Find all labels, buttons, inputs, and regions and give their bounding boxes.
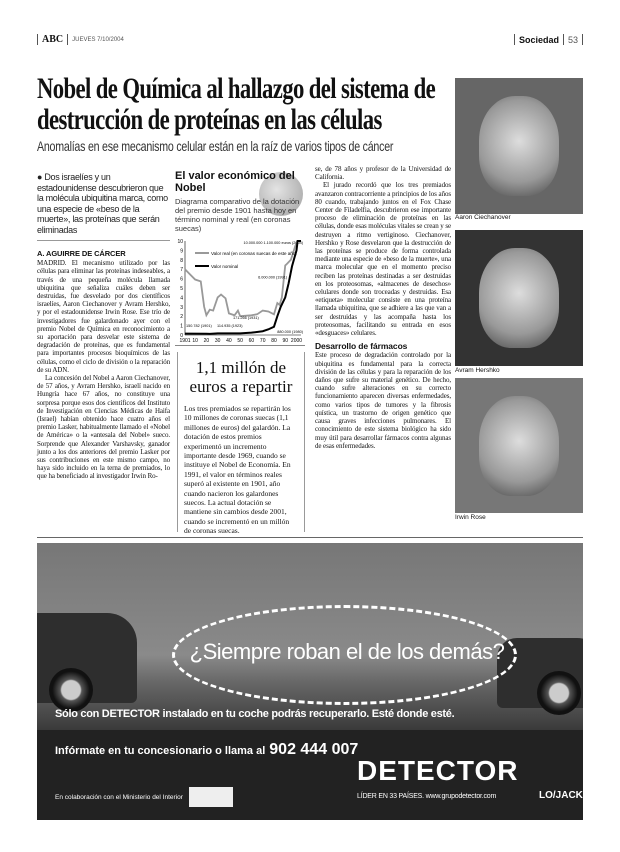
nobel-value-chart bbox=[175, 170, 305, 346]
header-right bbox=[514, 34, 583, 45]
section-name: Sociedad bbox=[518, 34, 559, 45]
subheadline: Anomalías en ese mecanismo celular están en la raíz de varios tipos de cáncer bbox=[37, 138, 394, 154]
y-tick-label: 0 bbox=[180, 333, 183, 339]
article-column-3 bbox=[315, 165, 451, 450]
wheel bbox=[537, 671, 581, 715]
headline: Nobel de Química al hallazgo del sistema de destrucción de proteínas en las células bbox=[37, 73, 436, 136]
detector-logo: DETECTOR bbox=[357, 755, 519, 786]
photo-caption: Aaron Ciechanover bbox=[455, 214, 511, 221]
sidebar-text: Los tres premiados se repartirán los 10 millones de coronas suecas (1,1 millones de euros) del galardón. La dotación de estos premios experimentó un incremento importante desde 1969, cuando se instituye el Nobel de Economía. En 1991, el valor en términos reales superó al existente en 1901, año cuando nacieron los galardones suecos. La actual dotación se mantiene sin cambios desde 2001, cuando se incrementó en un millón de coronas suecas. bbox=[184, 404, 291, 536]
photo-rose bbox=[455, 378, 583, 513]
x-tick-label: 30 bbox=[214, 338, 221, 344]
header-left bbox=[37, 34, 124, 45]
phone-number: 902 444 007 bbox=[269, 741, 359, 758]
chart-annotation: 10.000.000 1.100.000 euros (2004) bbox=[243, 241, 303, 245]
x-tick-label: 90 bbox=[282, 338, 289, 344]
date: JUEVES 7/10/2004 bbox=[72, 36, 124, 43]
chart-annotation: 171.266 (1931) bbox=[233, 316, 259, 320]
contact-text: Infórmate en tu concesionario o llama al bbox=[55, 745, 266, 757]
article-column-1 bbox=[37, 250, 170, 481]
collab-text: En colaboración con el Ministerio del Interior bbox=[55, 793, 183, 801]
ad-tagline: Sólo con DETECTOR instalado en tu coche podrás recuperarlo. Esté donde esté. bbox=[55, 708, 455, 720]
ministry-logo bbox=[189, 787, 233, 807]
wheel bbox=[49, 668, 93, 712]
page-number: 53 bbox=[567, 34, 578, 45]
ad-photo bbox=[37, 543, 583, 730]
y-tick-label: 10 bbox=[177, 239, 183, 245]
detector-advertisement[interactable] bbox=[37, 543, 583, 820]
x-tick-label: 50 bbox=[237, 338, 243, 344]
photo-caption: Avram Hershko bbox=[455, 367, 500, 374]
x-tick-label: 20 bbox=[203, 338, 210, 344]
x-tick-label: 2000 bbox=[290, 338, 303, 344]
chart-plot bbox=[175, 237, 305, 345]
paragraph: Este proceso de degradación controlado por la ubiquitina es fundamental para la correcta división de las células y para la reparación de los daños que sufre su material genético. De hecho, cuando sufre alteraciones en su correcto funcionamiento aparecen diversas enfermedades, como varios tipos de tumores y la fibrosis quística, un trastorno de origen genético que causa graves infecciones pulmonares. El conocimiento de este sistema biológico ha sido muy útil para desarrollar fármacos contra algunas de esas enfermedades. bbox=[315, 351, 451, 450]
photo-caption: Irwin Rose bbox=[455, 514, 486, 521]
y-tick-label: 3 bbox=[180, 304, 183, 311]
paper-name: ABC bbox=[42, 34, 64, 45]
y-tick-label: 9 bbox=[180, 248, 183, 255]
legend-label: Valor nominal bbox=[211, 264, 239, 269]
sidebar-title: 1,1 millón de euros a repartir bbox=[189, 358, 293, 396]
y-tick-label: 2 bbox=[180, 314, 183, 321]
x-tick-label: 40 bbox=[226, 338, 232, 344]
y-tick-label: 4 bbox=[180, 295, 183, 302]
chart-annotation: 6.000.000 (1991) bbox=[258, 275, 287, 280]
x-tick-label: 60 bbox=[248, 338, 255, 344]
chart-annotation: 150.782 (1901) bbox=[186, 324, 212, 328]
sidebar-box bbox=[177, 352, 305, 536]
chart-annotation: 880.000 (1980) bbox=[277, 330, 303, 334]
paragraph: MADRID. El mecanismo utilizado por las células para eliminar las proteínas indeseables, a través de una pequeña molécula llamada ubiquitina que señaliza cuáles deben ser destruidas, fue desvelado por dos científicos israelíes, Aaron Ciechanover y Avram Hershko, y por el estadounidense Irwin Rose. Ese trío de investigadores fue galardonado ayer con el premio Nobel de Química en reconocimiento a su aportación para desvelar este sistema de degradación de proteínas, que es fundamental para importantes procesos bioquímicos de las células, como el ciclo de división o la reparación de su ADN. bbox=[37, 259, 170, 374]
ad-question: ¿Siempre roban el de los demás? bbox=[189, 639, 505, 664]
ad-collab bbox=[55, 787, 233, 807]
paragraph: La concesión del Nobel a Aaron Ciechanover, de 57 años, y Avram Hershko, israelí nacido en Hungría hace 67 años, no constituye una sorpresa porque esos dos científicos del Instituto de Investigación en Ciencias Médicas de Haifa (Israel) habían obtenido hace cuatro años el premio Lasker, habitualmente llamado el «Nobel de América» o la «antesala del Nobel» sueco. Sorprende que Alexander Varshavsky, ganador junto a los dos anteriores del premio Lasker por sus contribuciones en este mismo campo, no haya sido incluido en la terna de premiados, lo que ha beneficiado al investigador Irwin Ro- bbox=[37, 374, 170, 481]
divider bbox=[37, 537, 583, 538]
chart-title: El valor económico del Nobel bbox=[175, 170, 295, 194]
lojack-logo: LO/JACK bbox=[539, 790, 583, 801]
y-tick-label: 7 bbox=[180, 267, 183, 274]
section-subhead: Desarrollo de fármacos bbox=[315, 341, 408, 352]
legend-label: Valor real (en coronas suecas de este año) bbox=[211, 251, 297, 256]
ad-footer-text: LÍDER EN 33 PAÍSES. www.grupodetector.com bbox=[357, 793, 497, 800]
photo-ciechanover bbox=[455, 78, 583, 214]
x-tick-label: 1901 bbox=[179, 338, 191, 344]
x-tick-label: 70 bbox=[259, 338, 266, 344]
byline: A. AGUIRRE DE CÁRCER bbox=[37, 249, 126, 258]
chart-annotation: 114.935 (1923) bbox=[217, 324, 243, 328]
x-tick-label: 80 bbox=[271, 338, 277, 344]
y-tick-label: 1 bbox=[180, 323, 183, 330]
paragraph: se, de 78 años y profesor de la Universidad de California. bbox=[315, 165, 451, 182]
photo-hershko bbox=[455, 230, 583, 366]
paragraph: El jurado recordó que los tres premiados avanzaron contracorriente a principios de los años 80 cuando, trabajando juntos en el Fox Chase Center de Filadelfia, descubrieron ese importante proceso de eliminación de proteínas en las células, donde esas moléculas vitales se crean y se destruyen a ritmo vertiginoso. Ciechanover, Hershko y Rose desvelaron que la destrucción de las proteínas se produce de forma controlada mediante una especie de «beso de la muerte», una marca molecular que en el momento preciso reciben las proteínas destinadas a ser destruidas en los proteosomas, «almacenes de desechos» celulares donde son troceadas y destruidas. Esa «etiqueta» molecular consiste en una proteína llamada ubiquitina, que se adhiere a las que van a ser destruidas y las acompaña hasta los proteosomas, facilitando su entrada en esos «desguaces» celulares. bbox=[315, 181, 451, 338]
y-tick-label: 6 bbox=[180, 276, 183, 283]
x-tick-label: 10 bbox=[192, 338, 198, 344]
lead-summary: ● Dos israelíes y un estadounidense descubrieron que la molécula ubiquitina marca, como una especie de «beso de la muerte», las proteínas que serán eliminadas bbox=[37, 172, 170, 241]
ad-contact bbox=[55, 741, 358, 759]
y-tick-label: 5 bbox=[180, 286, 183, 292]
chart-caption: Diagrama comparativo de la dotación del premio desde 1901 hasta hoy en término nominal y real (en coronas suecas) bbox=[175, 197, 300, 233]
y-tick-label: 8 bbox=[180, 257, 183, 264]
